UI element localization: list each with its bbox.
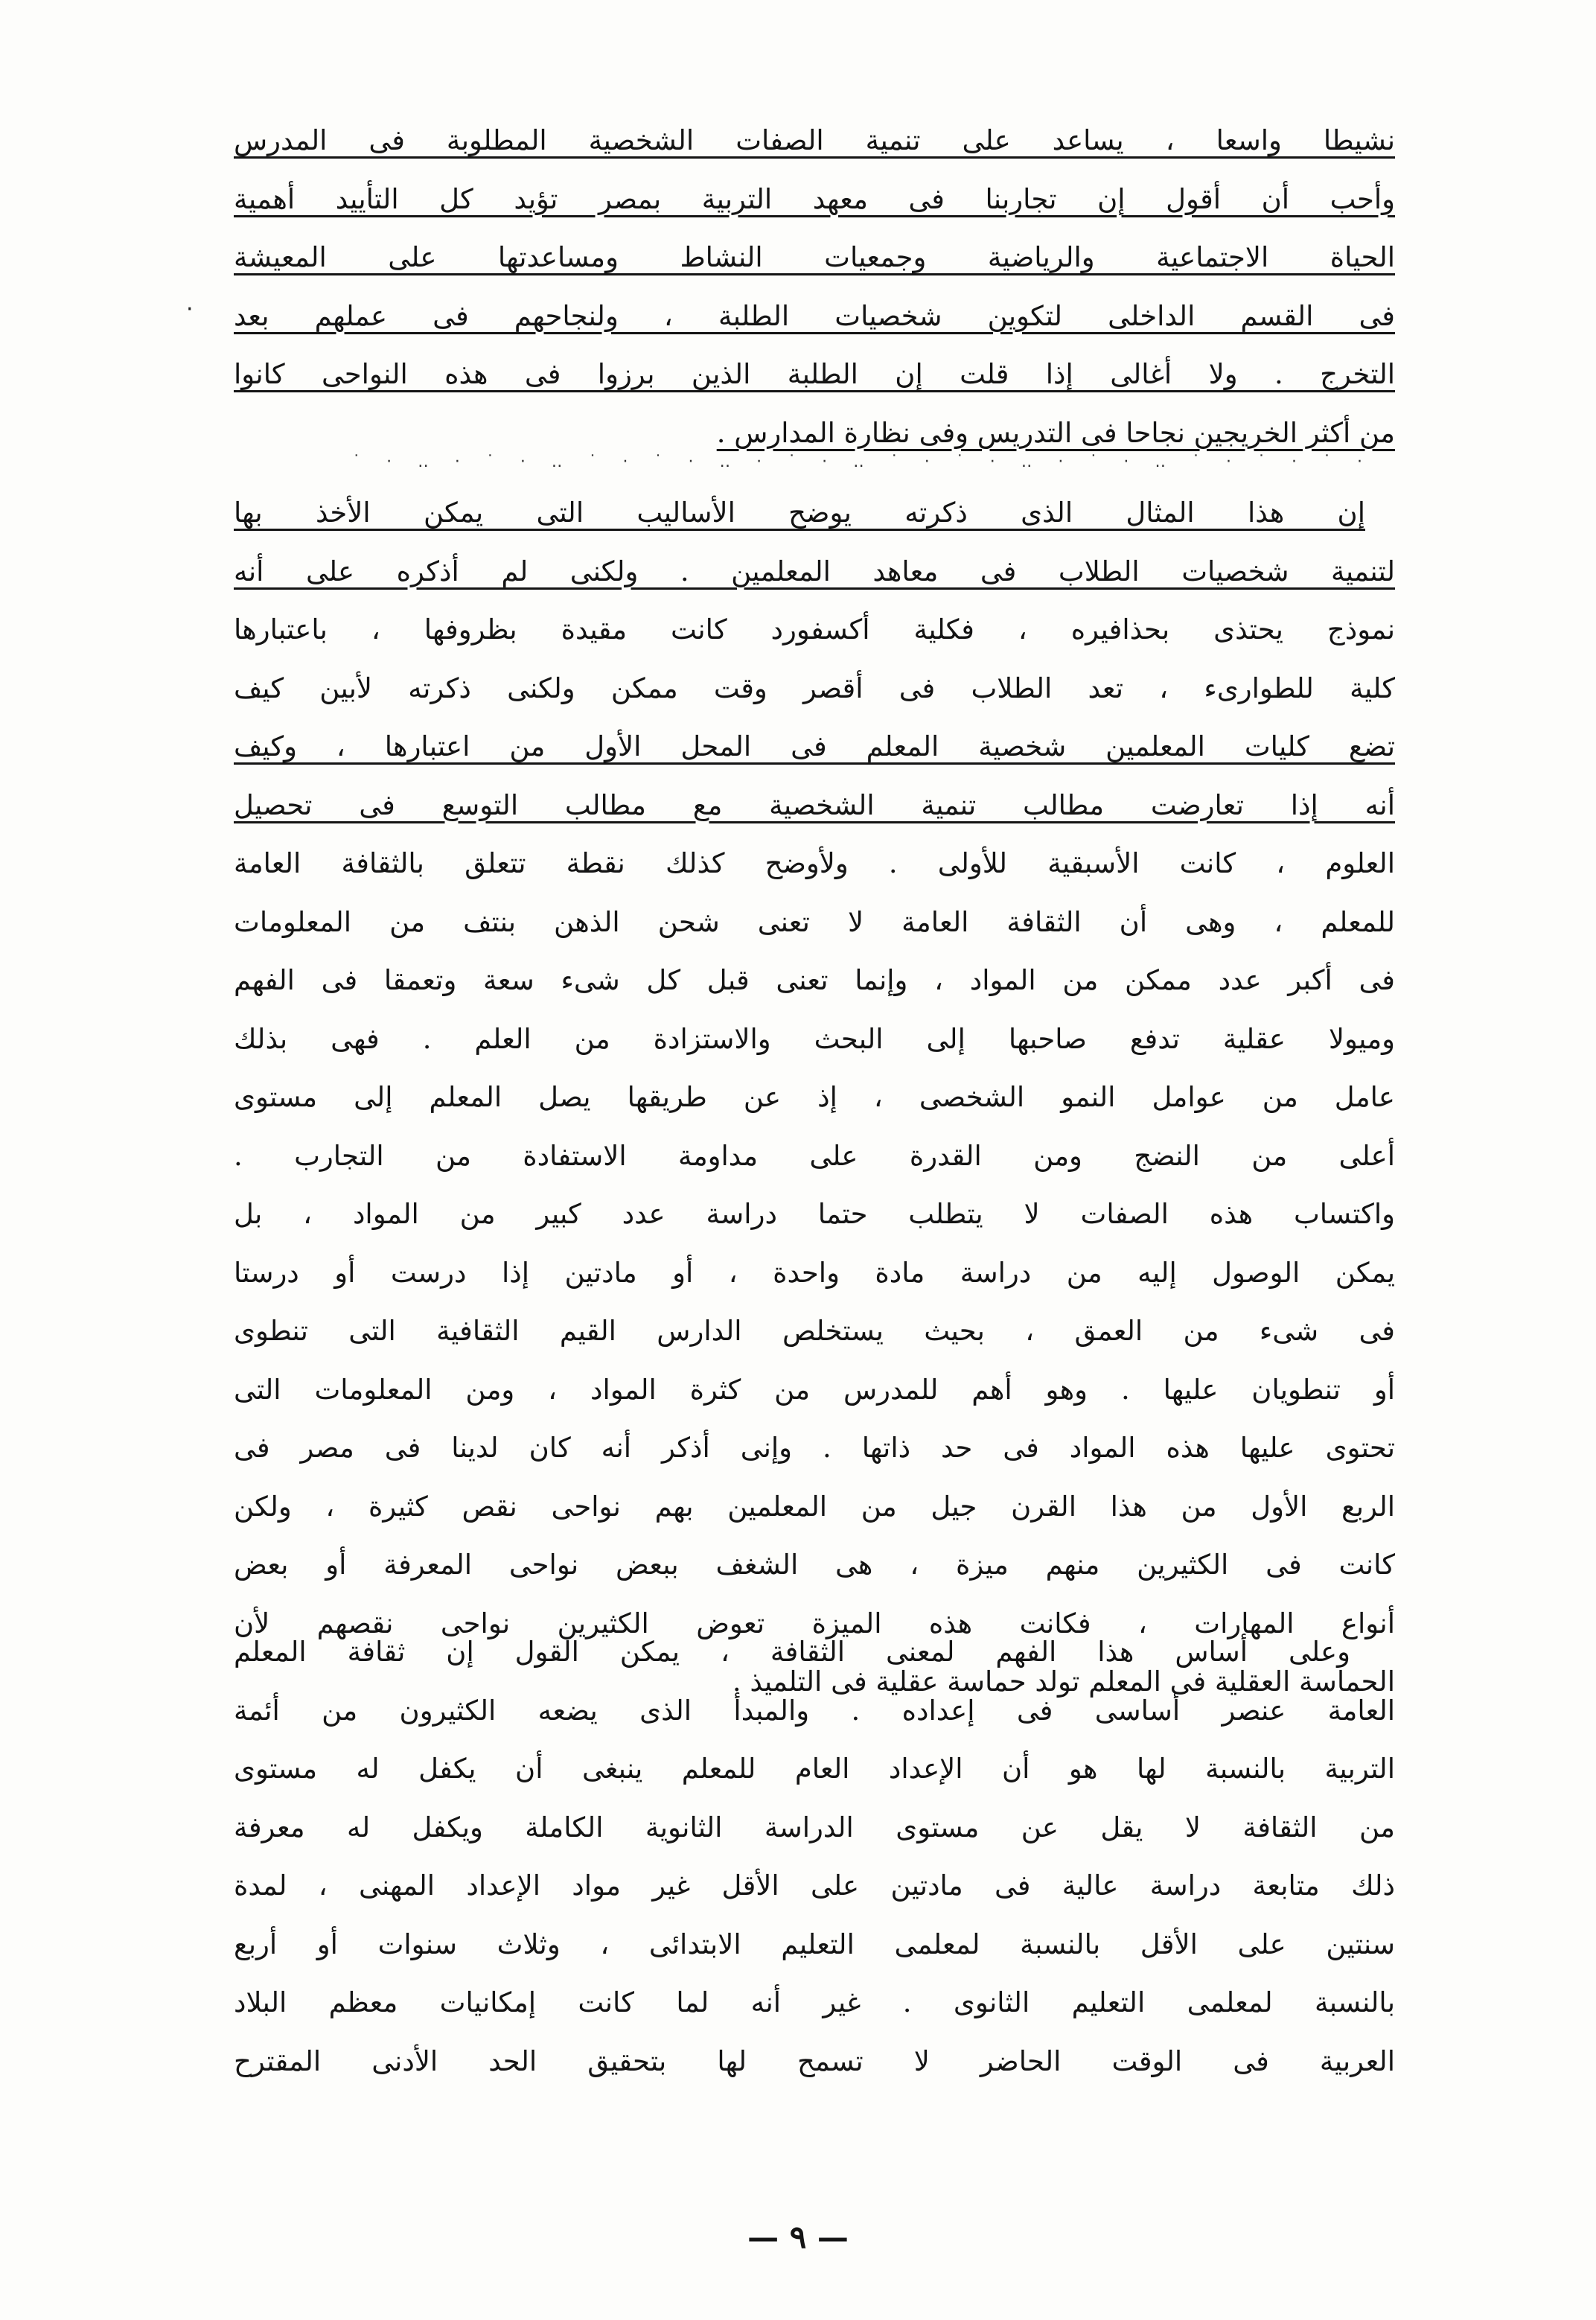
paragraph-1 [234,112,1395,462]
text-line: تحتوى عليها هذه المواد فى حد ذاتها . وإنى أذكر أنه كان لدينا فى مصر فى [234,1432,1395,1464]
text-line: أو تنطويان عليها . وهو أهم للمدرس من كثرة المواد ، ومن المعلومات التى [234,1373,1395,1406]
text-line: العربية فى الوقت الحاضر لا تسمح لها بتحقيق الحد الأدنى المقترح [234,2045,1395,2077]
text-line: الربع الأول من هذا القرن جيل من المعلمين بهم نواحى نقص كثيرة ، ولكن [234,1490,1395,1523]
text-line: من أكثر الخريجين نجاحا فى التدريس وفى نظارة المدارس . [716,416,1395,449]
text-line: أنواع المهارات ، فكانت هذه الميزة تعوض الكثيرين نواحى نقصهم لأن [234,1607,1395,1639]
paragraph-3 [234,1623,1395,2091]
text-line: فى أكبر عدد ممكن من المواد ، وإنما تعنى قبل كل شىء سعة وتعمقا فى الفهم [234,964,1395,996]
text-line: أنه إذا تعارضت مطالب تنمية الشخصية مع مطالب التوسع فى تحصيل [234,788,1395,821]
text-line: أعلى من النضج ومن القدرة على مداومة الاستفادة من التجارب . [234,1139,1395,1172]
text-line: كانت فى الكثيرين منهم ميزة ، هى الشغف ببعض نواحى المعرفة أو بعض [234,1549,1395,1581]
text-line: فى القسم الداخلى لتكوين شخصيات الطلبة ، ولنجاحهم فى عملهم بعد [234,299,1395,332]
text-line: عامل من عوامل النمو الشخصى ، إذ عن طريقها يصل المعلم إلى مستوى [234,1081,1395,1113]
text-line: وميولا عقلية تدفع صاحبها إلى البحث والاستزادة من العلم . فهى بذلك [234,1022,1395,1055]
text-line: التخرج . ولا أغالى إذا قلت إن الطلبة الذين برزوا فى هذه النواحى كانوا [234,358,1395,390]
text-line: العامة عنصر أساسى فى إعداده . والمبدأ الذى يضعه الكثيرون من أئمة [234,1694,1395,1727]
scan-noise: · ˙ · ˙ · ˙ ‥ · ˙ · ‥ · ˙ · ˙ ‥ · ˙ · ‥ · ˙ · ˙ ‥ · ˙ · ‥ · ˙ [352,453,1373,468]
text-line: واكتساب هذه الصفات لا يتطلب حتما دراسة عدد كبير من المواد ، بل [234,1198,1395,1230]
text-line: فى شىء من العمق ، بحيث يستخلص الدارس القيم الثقافية التى تنطوى [234,1315,1395,1347]
text-line: بالنسبة لمعلمى التعليم الثانوى . غير أنه لما كانت إمكانيات معظم البلاد [234,1986,1395,2018]
text-line: يمكن الوصول إليه من دراسة مادة واحدة ، أو مادتين إذا درست أو درستا [234,1256,1395,1289]
text-line: تضع كليات المعلمين شخصية المعلم فى المحل الأول من اعتبارها ، وكيف [234,730,1395,762]
scan-speck: · [186,296,194,322]
text-line: للمعلم ، وهى أن الثقافة العامة لا تعنى شحن الذهن بنتف من المعلومات [234,905,1395,938]
text-line: التربية بالنسبة لها هو أن الإعداد العام للمعلم ينبغى أن يكفل له مستوى [234,1753,1395,1785]
text-line: وأحب أن أقول إن تجاربنا فى معهد التربية بمصر تؤيد كل التأييد أهمية [234,182,1395,215]
text-line: من الثقافة لا يقل عن مستوى الدراسة الثانوية الكاملة ويكفل له معرفة [234,1811,1395,1843]
text-line: نموذج يحتذى بحذافيره ، فكلية أكسفورد كانت مقيدة بظروفها ، باعتبارها [234,614,1395,646]
text-line: الحماسة العقلية فى المعلم تولد حماسة عقلية فى التلميذ . [732,1666,1395,1698]
paragraph-2 [234,484,1395,1712]
text-line: سنتين على الأقل بالنسبة لمعلمى التعليم الابتدائى ، وثلاث سنوات أو أربع [234,1928,1395,1960]
text-line: نشيطا واسعا ، يساعد على تنمية الصفات الشخصية المطلوبة فى المدرس [234,124,1395,156]
text-line: العلوم ، كانت الأسبقية للأولى . ولأوضح كذلك نقطة تتعلق بالثقافة العامة [234,847,1395,879]
text-line: وعلى أساس هذا الفهم لمعنى الثقافة ، يمكن القول إن ثقافة المعلم [234,1636,1350,1668]
text-line: الحياة الاجتماعية والرياضية وجمعيات النشاط ومساعدتها على المعيشة [234,241,1395,273]
text-line: ذلك متابعة دراسة عالية فى مادتين على الأقل غير مواد الإعداد المهنى ، لمدة [234,1870,1395,1902]
page-number: — ٩ — [747,2219,849,2255]
text-line: لتنمية شخصيات الطلاب فى معاهد المعلمين . ولكنى لم أذكره على أنه [234,555,1395,587]
text-line: كلية للطوارىء ، تعد الطلاب فى أقصر وقت ممكن ولكنى ذكرته لأبين كيف [234,672,1395,704]
text-line: إن هذا المثال الذى ذكرته يوضح الأساليب التى يمكن الأخذ بها [234,497,1365,529]
